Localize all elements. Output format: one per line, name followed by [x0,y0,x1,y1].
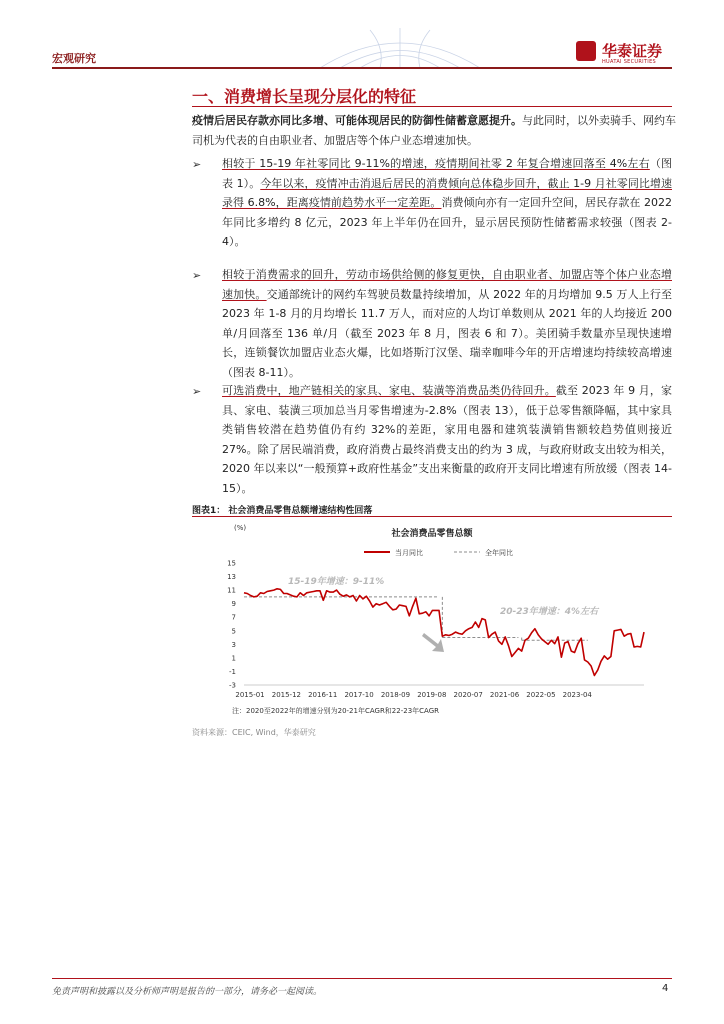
x-tick-label: 2015-01 [235,691,265,699]
huatai-logo: 华泰证券 HUATAI SECURITIES [576,38,676,68]
y-tick-label: -3 [229,681,236,690]
monthly-growth-line [244,589,644,676]
bullet-arrow-icon: ➢ [192,269,202,282]
bullet-paragraph-3: 可选消费中，地产链相关的家具、家电、装潢等消费品类仍待回升。截至 2023 年 9 月，家具、家电、装潢三项加总当月零售增速为-2.8%（图表 13），低于总零售额降幅，其中家具类销售较潜在趋势值仍有约 32%的差距，家用电器和建筑装潢销售额较趋势值则接近 27%。除了居民端消费，政府消费占最终消费支出的约为 3 成，与政府财政支出较为相关，2020 年以来以“一般预算+政府性基金”支出来衡量的政府开支同比增速有所放缓（图表 14-15）。 [222,384,672,495]
x-tick-label: 2022-05 [526,691,556,699]
x-tick-label: 2015-12 [271,691,301,699]
x-tick-label: 2021-06 [489,691,520,699]
intro-paragraph [192,111,676,150]
y-tick-label: 5 [231,627,236,636]
figure-caption: 图表1： 社会消费品零售总额增速结构性回落 [192,506,373,516]
header-rule [52,67,672,69]
y-tick-label: -1 [229,667,236,676]
x-tick-label: 2020-07 [453,691,483,699]
y-axis-label: (%) [234,524,247,532]
legend-label-monthly: 当月同比 [395,549,423,557]
x-tick-label: 2019-08 [417,691,447,699]
annotation-20-23: 20-23年增速：4%左右 [500,607,599,617]
figure-source: 资料来源：CEIC, Wind，华泰研究 [192,728,316,737]
footer-rule [52,978,672,979]
section-title: 一、消费增长呈现分层化的特征 [192,87,417,106]
x-tick-label: 2023-04 [562,691,592,699]
retail-sales-chart [192,520,674,725]
globe-watermark [300,28,500,68]
page-number: 4 [662,983,669,994]
disclaimer-text: 免责声明和披露以及分析师声明是报告的一部分，请务必一起阅读。 [52,987,323,997]
bullet-arrow-icon: ➢ [192,385,202,398]
x-tick-label: 2017-10 [344,691,374,699]
legend-label-annual: 全年同比 [485,549,513,557]
chart-title: 社会消费品零售总额 [391,529,473,539]
down-arrow-icon [422,633,444,652]
bullet-arrow-icon: ➢ [192,158,202,171]
y-tick-label: 9 [231,600,236,609]
x-tick-label: 2016-11 [308,691,338,699]
y-tick-label: 1 [231,654,236,663]
y-tick-label: 7 [231,613,236,622]
y-tick-label: 15 [227,559,236,568]
chart-note: 注：2020至2022年的增速分别为20-21年CAGR和22-23年CAGR [232,707,439,715]
bullet-paragraph-1: 相较于 15-19 年社零同比 9-11%的增速，疫情期间社零 2 年复合增速回落至 4%左右（图表 1）。今年以来，疫情冲击消退后居民的消费倾向总体稳步回升，截止 1-9 月社零同比增速录得 6.8%，距离疫情前趋势水平一定差距。消费倾向亦有一定回升空间，居民存款在 2022 年同比多增约 8 亿元，2023 年上半年仍在回升，显示居民预防性储蓄需求较强（图表 2-4）。 [222,157,673,248]
annotation-15-19: 15-19年增速：9-11% [288,577,385,587]
section-rule [192,106,672,107]
y-tick-label: 3 [231,640,236,649]
intro-bold: 疫情后居民存款亦同比多增、可能体现居民的防御性储蓄意愿提升。 [192,114,522,127]
bullet-paragraph-2: 相较于消费需求的回升，劳动市场供给侧的修复更快，自由职业者、加盟店等个体户业态增速加快。交通部统计的网约车驾驶员数量持续增加，从 2022 年的月均增加 9.5 万人上行至 2023 年 1-8 月的月均增长 11.7 万人，而对应的人均订单数则从 2021 年的人均接近 200 单/月回落至 136 单/月（截至 2023 年 8 月，图表 6 和 7）。美团骑手数量亦呈现快速增长，连锁餐饮加盟店业态火爆，比如塔斯汀汉堡、瑞幸咖啡今年的开店增速均持续较高增速（图表 8-11）。 [222,268,673,379]
y-tick-label: 11 [227,586,236,595]
intro-rest: 与此同时，以外卖骑手、网约车司机为代表的自由职业者、加盟店等个体户业态增速加快。 [192,114,676,147]
figure-rule [192,516,672,517]
section-label: 宏观研究 [52,52,96,65]
y-tick-label: 13 [227,573,236,582]
x-tick-label: 2018-09 [380,691,411,699]
